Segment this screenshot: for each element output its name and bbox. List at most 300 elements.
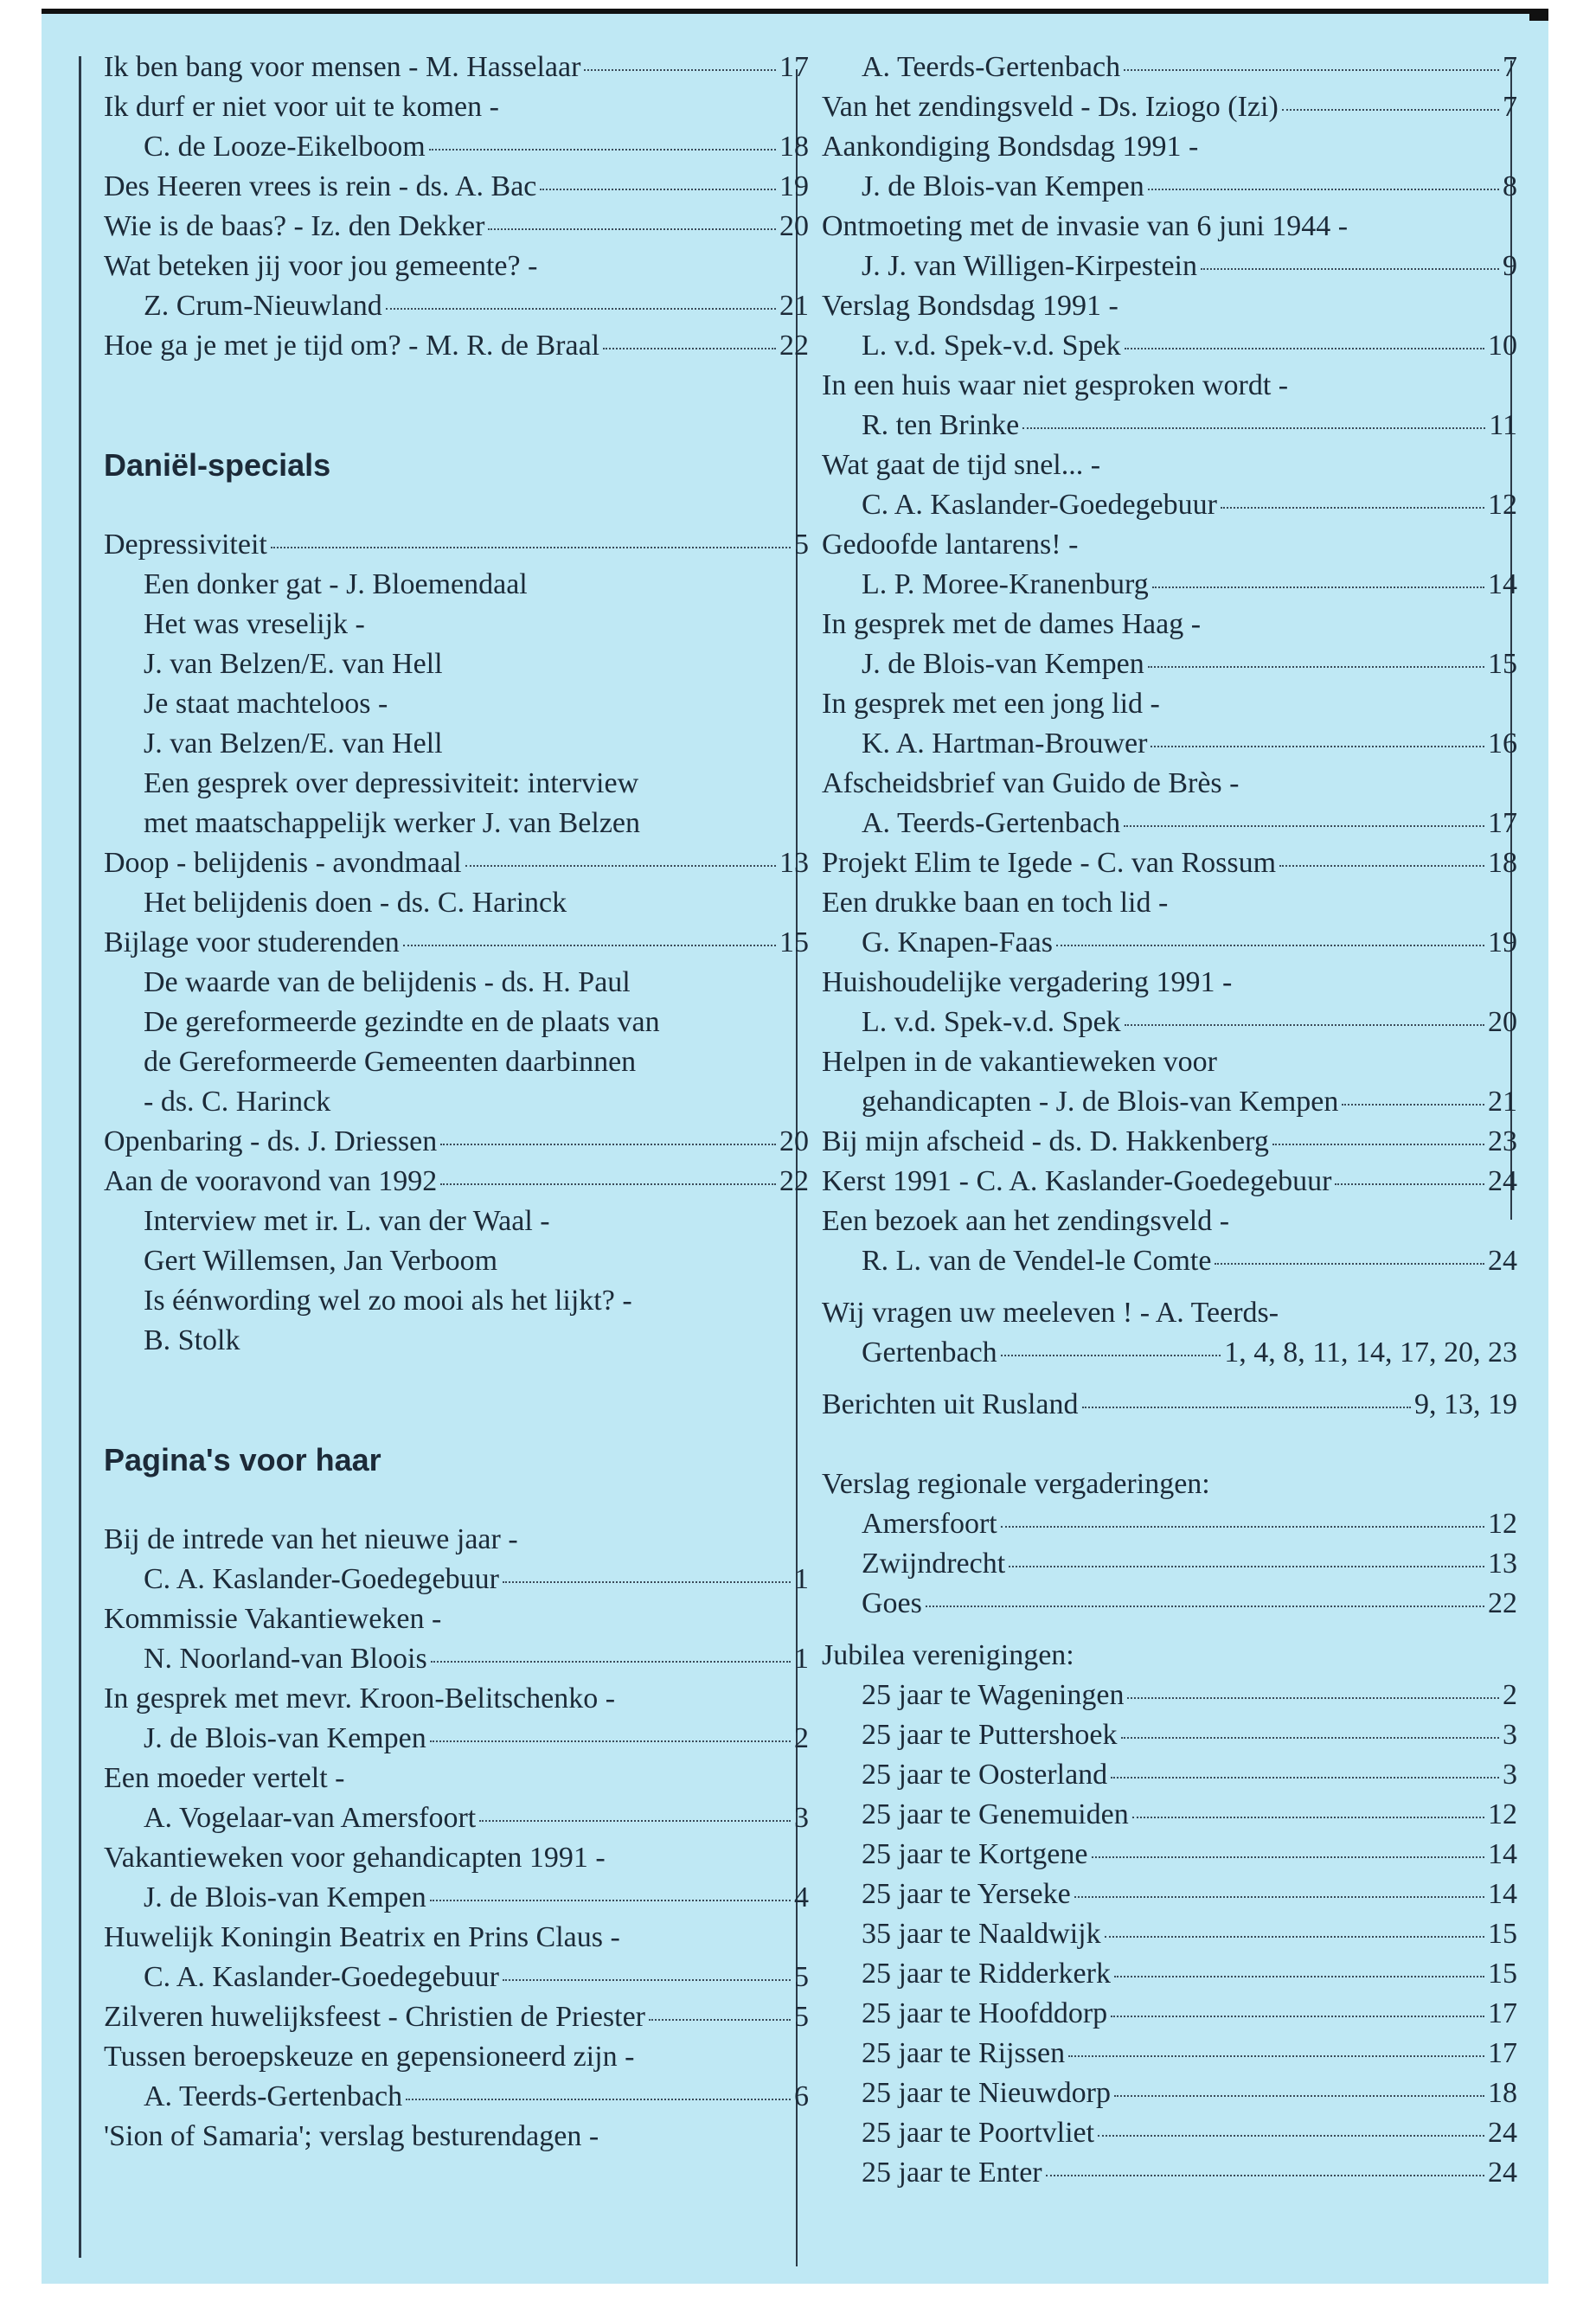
toc-entry: [822, 167, 1517, 207]
entry-title: 25 jaar te Hoofddorp: [862, 1997, 1108, 2029]
entry-title: Des Heeren vrees is rein - ds. A. Bac: [104, 170, 537, 202]
toc-entry: [822, 804, 1517, 843]
page-number: 24: [1488, 2157, 1517, 2189]
entry-title: Wie is de baas? - Iz. den Dekker: [104, 210, 485, 242]
toc-entry: [822, 1082, 1517, 1122]
entry-title: J. de Blois-van Kempen: [144, 1881, 426, 1913]
entry-title: Amersfoort: [862, 1508, 997, 1540]
page-number: 24: [1488, 1165, 1517, 1197]
dot-leader: [430, 1900, 791, 1901]
page-number: 14: [1488, 1878, 1517, 1910]
entry-title: Een drukke baan en toch lid -: [822, 887, 1169, 919]
dot-leader: [1127, 1697, 1499, 1699]
entry-title: 25 jaar te Yerseke: [862, 1878, 1071, 1910]
toc-entry: [822, 1465, 1517, 1504]
toc-entry: [104, 2077, 809, 2117]
page-number: 12: [1488, 489, 1517, 521]
jubilea-list: [822, 1636, 1517, 2193]
entry-title: 25 jaar te Nieuwdorp: [862, 2077, 1111, 2109]
entry-title: Een bezoek aan het zendingsveld -: [822, 1205, 1230, 1237]
dot-leader: [429, 149, 776, 151]
toc-entry: [104, 127, 809, 167]
page-number: 17: [1488, 1997, 1517, 2029]
toc-entry: [104, 1003, 809, 1042]
toc-entry: [104, 1520, 809, 1560]
dot-leader: [1114, 1976, 1484, 1977]
dot-leader: [503, 1581, 791, 1583]
toc-entry: [104, 87, 809, 127]
entry-title: L. v.d. Spek-v.d. Spek: [862, 1006, 1121, 1038]
page-number: 21: [779, 290, 809, 322]
toc-entry: [822, 286, 1517, 326]
dot-leader: [479, 1820, 791, 1822]
page-number: 22: [779, 330, 809, 362]
entry-title: Wat beteken jij voor jou gemeente? -: [104, 250, 538, 282]
page-number: 5: [794, 1961, 809, 1993]
entry-title: De waarde van de belijdenis - ds. H. Paul: [144, 966, 631, 998]
toc-entry: [104, 684, 809, 724]
left-column-rule: [79, 56, 81, 2258]
entry-title: Zwijndrecht: [862, 1548, 1006, 1580]
toc-entry: [822, 565, 1517, 605]
dot-leader: [386, 308, 776, 310]
dot-leader: [1335, 1183, 1484, 1185]
entry-title: 25 jaar te Enter: [862, 2157, 1042, 2189]
toc-entry: [822, 1676, 1517, 1715]
toc-entry: [822, 406, 1517, 445]
toc-entry: [104, 1082, 809, 1122]
dot-leader: [271, 547, 791, 548]
entry-title: Het belijdenis doen - ds. C. Harinck: [144, 887, 567, 919]
entry-title: 35 jaar te Naaldwijk: [862, 1918, 1101, 1950]
toc-entry: [822, 48, 1517, 87]
page-number: 18: [1488, 847, 1517, 879]
entry-title: J. van Belzen/E. van Hell: [144, 727, 443, 760]
dot-leader: [465, 865, 776, 867]
page-number: 1: [794, 1563, 809, 1595]
toc-entry: [104, 605, 809, 644]
entry-title: C. A. Kaslander-Goedegebuur: [144, 1961, 499, 1993]
entry-title: Huishoudelijke vergadering 1991 -: [822, 966, 1233, 998]
toc-entry: [104, 843, 809, 883]
toc-entry: [104, 1639, 809, 1679]
page-number: 4: [794, 1881, 809, 1913]
page-number: 6: [794, 2080, 809, 2112]
page-number: 19: [779, 170, 809, 202]
entry-title: Z. Crum-Nieuwland: [144, 290, 382, 322]
toc-entry: [822, 1636, 1517, 1676]
dot-leader: [1092, 1856, 1485, 1858]
entry-title: Je staat machteloos -: [144, 688, 388, 720]
dot-leader: [649, 2019, 791, 2021]
entry-title: Goes: [862, 1587, 922, 1619]
dot-leader: [1074, 1896, 1484, 1898]
entry-title: Is éénwording wel zo mooi als het lijkt? -: [144, 1285, 632, 1317]
page-number: 15: [779, 926, 809, 958]
entry-title: Een gesprek over depressiviteit: interview: [144, 767, 639, 799]
entry-title: C. A. Kaslander-Goedegebuur: [144, 1563, 499, 1595]
toc-entry: [822, 1994, 1517, 2034]
entry-title: In gesprek met mevr. Kroon-Belitschenko -: [104, 1682, 616, 1715]
entry-title: - ds. C. Harinck: [144, 1086, 331, 1118]
entry-title: Helpen in de vakantieweken voor: [822, 1046, 1217, 1078]
entry-title: Depressiviteit: [104, 529, 267, 561]
dot-leader: [1221, 507, 1484, 509]
toc-entry: [104, 1679, 809, 1719]
entry-title: Een moeder vertelt -: [104, 1762, 345, 1794]
entry-title: 25 jaar te Oosterland: [862, 1759, 1108, 1791]
entry-title: 25 jaar te Ridderkerk: [862, 1958, 1111, 1990]
toc-entry: [104, 565, 809, 605]
toc-entry: [104, 724, 809, 764]
toc-entry: [104, 1719, 809, 1759]
dot-leader: [1105, 1936, 1484, 1938]
dot-leader: [403, 945, 776, 946]
top-border: [42, 9, 1548, 14]
dot-leader: [1022, 427, 1485, 429]
toc-entry: [822, 1875, 1517, 1914]
entry-title: de Gereformeerde Gemeenten daarbinnen: [144, 1046, 637, 1078]
dot-leader: [584, 69, 776, 71]
dot-leader: [1201, 268, 1499, 270]
toc-entry: [822, 525, 1517, 565]
page-number: 17: [779, 51, 809, 83]
entry-title: Hoe ga je met je tijd om? - M. R. de Braal: [104, 330, 600, 362]
toc-entry: [822, 1584, 1517, 1624]
meeleven-list: [822, 1293, 1517, 1373]
entry-title: N. Noorland-van Bloois: [144, 1643, 427, 1675]
dot-leader: [1125, 1024, 1484, 1026]
entry-title: Vakantieweken voor gehandicapten 1991 -: [104, 1842, 606, 1874]
page-number: 13: [1488, 1548, 1517, 1580]
entry-title: 25 jaar te Puttershoek: [862, 1719, 1118, 1751]
toc-entry: [822, 883, 1517, 923]
page-number: 9, 13, 19: [1414, 1388, 1517, 1420]
page-number: 20: [779, 210, 809, 242]
page-number: 11: [1489, 409, 1517, 441]
entry-title: C. A. Kaslander-Goedegebuur: [862, 489, 1217, 521]
toc-entry: [104, 1122, 809, 1162]
entry-title: 25 jaar te Genemuiden: [862, 1798, 1129, 1830]
dot-leader: [1111, 1777, 1499, 1779]
entry-title: Ik ben bang voor mensen - M. Hasselaar: [104, 51, 581, 83]
toc-entry: [822, 1544, 1517, 1584]
dot-leader: [1001, 1526, 1484, 1528]
page-number: 16: [1488, 727, 1517, 760]
section-heading-daniel: Daniël-specials: [104, 447, 331, 483]
dot-leader: [1124, 825, 1484, 827]
toc-entry: [822, 2113, 1517, 2153]
entry-title: L. P. Moree-Kranenburg: [862, 568, 1149, 600]
toc-entry: [104, 1918, 809, 1958]
toc-entry: [104, 1281, 809, 1321]
dot-leader: [1282, 109, 1499, 111]
page-number: 17: [1488, 807, 1517, 839]
dot-leader: [1148, 189, 1499, 190]
right-column: [822, 48, 1517, 2193]
dot-leader: [603, 348, 776, 349]
page-number: 17: [1488, 2037, 1517, 2069]
dot-leader: [1215, 1263, 1484, 1265]
dot-leader: [1124, 69, 1499, 71]
entry-title: Gertenbach: [862, 1336, 997, 1368]
toc-entry: [822, 1954, 1517, 1994]
page-number: 18: [1488, 2077, 1517, 2109]
dot-leader: [406, 2099, 791, 2100]
toc-entry: [104, 167, 809, 207]
dot-leader: [1114, 2095, 1484, 2097]
entry-title: J. de Blois-van Kempen: [862, 648, 1144, 680]
toc-entry: [104, 764, 809, 804]
page-number: 1, 4, 8, 11, 14, 17, 20, 23: [1224, 1336, 1517, 1368]
toc-entry: [104, 1560, 809, 1599]
entry-title: Kommissie Vakantieweken -: [104, 1603, 442, 1635]
toc-entry: [822, 923, 1517, 963]
dot-leader: [440, 1144, 776, 1145]
left-column: [104, 48, 809, 2157]
entry-title: Bijlage voor studerenden: [104, 926, 400, 958]
entry-title: A. Teerds-Gertenbach: [144, 2080, 403, 2112]
toc-entry: [822, 2034, 1517, 2073]
dot-leader: [1125, 348, 1484, 349]
dot-leader: [1082, 1407, 1411, 1408]
regional-meetings-list: [822, 1465, 1517, 1624]
entry-title: Het was vreselijk -: [144, 608, 365, 640]
dot-leader: [1152, 586, 1484, 588]
toc-entry: [104, 1599, 809, 1639]
toc-entry: [104, 644, 809, 684]
toc-entry: [822, 87, 1517, 127]
toc-entry: [104, 2037, 809, 2077]
page-number: 18: [779, 131, 809, 163]
entry-title: In gesprek met een jong lid -: [822, 688, 1160, 720]
dot-leader: [1151, 746, 1484, 747]
toc-entry: [822, 1795, 1517, 1835]
toc-entry: [104, 2117, 809, 2157]
entry-title: A. Vogelaar-van Amersfoort: [144, 1802, 477, 1834]
entry-title: Projekt Elim te Igede - C. van Rossum: [822, 847, 1277, 879]
daniel-specials-list: [104, 525, 809, 1361]
toc-entry: [822, 644, 1517, 684]
entry-title: Wij vragen uw meeleven ! - A. Teerds-: [822, 1297, 1279, 1329]
toc-entry: [822, 2153, 1517, 2193]
toc-entry: [822, 1241, 1517, 1281]
entry-title: Tussen beroepskeuze en gepensioneerd zijn -: [104, 2041, 635, 2073]
entry-title: J. de Blois-van Kempen: [144, 1722, 426, 1754]
entry-title: Zilveren huwelijksfeest - Christien de Priester: [104, 2001, 645, 2033]
page-number: 22: [779, 1165, 809, 1197]
entry-title: 25 jaar te Rijssen: [862, 2037, 1066, 2069]
dot-leader: [1001, 1355, 1221, 1356]
page-number: 7: [1503, 51, 1517, 83]
dot-leader: [1009, 1566, 1484, 1567]
dot-leader: [1272, 1144, 1484, 1145]
entry-title: Kerst 1991 - C. A. Kaslander-Goedegebuur: [822, 1165, 1332, 1197]
page-number: 3: [1503, 1759, 1517, 1791]
dot-leader: [1068, 2055, 1484, 2057]
toc-entry: [104, 326, 809, 366]
page-number: 8: [1503, 170, 1517, 202]
entry-title: Jubilea verenigingen:: [822, 1639, 1074, 1671]
toc-entry: [104, 883, 809, 923]
toc-entry: [104, 1321, 809, 1361]
dot-leader: [431, 1661, 791, 1663]
dot-leader: [430, 1740, 791, 1742]
toc-entry: [822, 1293, 1517, 1333]
entry-title: 'Sion of Samaria'; verslag besturendagen -: [104, 2120, 599, 2152]
toc-entry: [822, 1755, 1517, 1795]
entry-title: Verslag regionale vergaderingen:: [822, 1468, 1210, 1500]
dot-leader: [440, 1183, 776, 1185]
section-heading-haar: Pagina's voor haar: [104, 1442, 381, 1477]
entry-title: Gert Willemsen, Jan Verboom: [144, 1245, 498, 1277]
page-number: 7: [1503, 91, 1517, 123]
toc-entry: [104, 804, 809, 843]
page-number: 10: [1488, 330, 1517, 362]
entry-title: A. Teerds-Gertenbach: [862, 51, 1121, 83]
entry-title: A. Teerds-Gertenbach: [862, 807, 1121, 839]
dot-leader: [488, 228, 776, 230]
toc-entry: [822, 684, 1517, 724]
entry-title: Van het zendingsveld - Ds. Iziogo (Izi): [822, 91, 1279, 123]
entry-title: Gedoofde lantarens! -: [822, 529, 1079, 561]
entry-title: J. de Blois-van Kempen: [862, 170, 1144, 202]
entry-title: J. van Belzen/E. van Hell: [144, 648, 443, 680]
entry-title: In een huis waar niet gesproken wordt -: [822, 369, 1289, 401]
entry-title: 25 jaar te Wageningen: [862, 1679, 1125, 1711]
entry-title: met maatschappelijk werker J. van Belzen: [144, 807, 640, 839]
page-number: 24: [1488, 1245, 1517, 1277]
entry-title: J. J. van Willigen-Kirpestein: [862, 250, 1197, 282]
dot-leader: [1046, 2175, 1484, 2176]
entry-title: Aan de vooravond van 1992: [104, 1165, 438, 1197]
toc-entry: [104, 1878, 809, 1918]
page-number: 2: [1503, 1679, 1517, 1711]
toc-entry: [822, 1122, 1517, 1162]
entry-title: Ontmoeting met de invasie van 6 juni 1944 -: [822, 210, 1349, 242]
right-group-1: [822, 48, 1517, 1281]
dot-leader: [1342, 1104, 1484, 1106]
page-number: 15: [1488, 648, 1517, 680]
page-number: 12: [1488, 1798, 1517, 1830]
toc-entry: [104, 1162, 809, 1202]
entry-title: Interview met ir. L. van der Waal -: [144, 1205, 550, 1237]
entry-title: Openbaring - ds. J. Driessen: [104, 1125, 438, 1157]
page-number: 3: [1503, 1719, 1517, 1751]
paginas-voor-haar-list: [104, 1520, 809, 2157]
toc-entry: [822, 1042, 1517, 1082]
page-number: 15: [1488, 1958, 1517, 1990]
page-number: 3: [794, 1802, 809, 1834]
toc-entry: [104, 207, 809, 247]
toc-entry: [104, 286, 809, 326]
toc-entry: [822, 127, 1517, 167]
entry-title: Verslag Bondsdag 1991 -: [822, 290, 1118, 322]
toc-entry: [822, 963, 1517, 1003]
toc-entry: [822, 247, 1517, 286]
entry-title: Ik durf er niet voor uit te komen -: [104, 91, 499, 123]
toc-entry: [822, 1715, 1517, 1755]
page-number: 14: [1488, 1838, 1517, 1870]
entry-title: Bij mijn afscheid - ds. D. Hakkenberg: [822, 1125, 1269, 1157]
toc-entry: [822, 605, 1517, 644]
entry-title: In gesprek met de dames Haag -: [822, 608, 1202, 640]
dot-leader: [540, 189, 776, 190]
page-number: 22: [1488, 1587, 1517, 1619]
entry-title: K. A. Hartman-Brouwer: [862, 727, 1148, 760]
entry-title: Aankondiging Bondsdag 1991 -: [822, 131, 1199, 163]
toc-entry: [822, 1504, 1517, 1544]
page-number: 15: [1488, 1918, 1517, 1950]
toc-entry: [822, 1835, 1517, 1875]
toc-entry: [822, 764, 1517, 804]
page-number: 20: [1488, 1006, 1517, 1038]
toc-entry: [822, 445, 1517, 485]
entry-title: Een donker gat - J. Bloemendaal: [144, 568, 528, 600]
dot-leader: [1056, 945, 1484, 946]
toc-entry: [822, 485, 1517, 525]
entry-title: C. de Looze-Eikelboom: [144, 131, 426, 163]
toc-entry: [822, 1003, 1517, 1042]
rusland-list: [822, 1385, 1517, 1425]
dot-leader: [1279, 865, 1484, 867]
toc-entry: [104, 1997, 809, 2037]
toc-entry: [104, 1241, 809, 1281]
entry-title: R. L. van de Vendel-le Comte: [862, 1245, 1212, 1277]
toc-entry: [822, 1914, 1517, 1954]
toc-entry: [822, 1385, 1517, 1425]
toc-entry: [822, 1333, 1517, 1373]
page-number: 2: [794, 1722, 809, 1754]
entry-title: Huwelijk Koningin Beatrix en Prins Claus -: [104, 1921, 620, 1953]
dot-leader: [1121, 1737, 1499, 1739]
toc-entry: [822, 207, 1517, 247]
toc-entry: [822, 1202, 1517, 1241]
page-number: 9: [1503, 250, 1517, 282]
toc-entry: [104, 1798, 809, 1838]
page-number: 1: [794, 1643, 809, 1675]
toc-entry: [822, 843, 1517, 883]
toc-entry: [822, 326, 1517, 366]
page-number: 23: [1488, 1125, 1517, 1157]
toc-entry: [822, 2073, 1517, 2113]
toc-entry: [822, 724, 1517, 764]
entry-title: De gereformeerde gezindte en de plaats van: [144, 1006, 660, 1038]
entry-title: Wat gaat de tijd snel... -: [822, 449, 1101, 481]
dot-leader: [1132, 1817, 1484, 1818]
page-number: 21: [1488, 1086, 1517, 1118]
entry-title: 25 jaar te Kortgene: [862, 1838, 1088, 1870]
left-group-1: [104, 48, 809, 366]
toc-entry: [104, 1958, 809, 1997]
toc-entry: [104, 525, 809, 565]
entry-title: Doop - belijdenis - avondmaal: [104, 847, 462, 879]
toc-entry: [104, 247, 809, 286]
page-number: 24: [1488, 2117, 1517, 2149]
toc-entry: [104, 963, 809, 1003]
page-number: 14: [1488, 568, 1517, 600]
dot-leader: [1111, 2016, 1484, 2017]
page-number: 5: [794, 529, 809, 561]
toc-entry: [104, 1202, 809, 1241]
entry-title: gehandicapten - J. de Blois-van Kempen: [862, 1086, 1339, 1118]
entry-title: Berichten uit Rusland: [822, 1388, 1079, 1420]
page-number: 13: [779, 847, 809, 879]
index-page: [42, 9, 1548, 2284]
toc-entry: [104, 1759, 809, 1798]
entry-title: Bij de intrede van het nieuwe jaar -: [104, 1523, 518, 1555]
toc-entry: [822, 1162, 1517, 1202]
